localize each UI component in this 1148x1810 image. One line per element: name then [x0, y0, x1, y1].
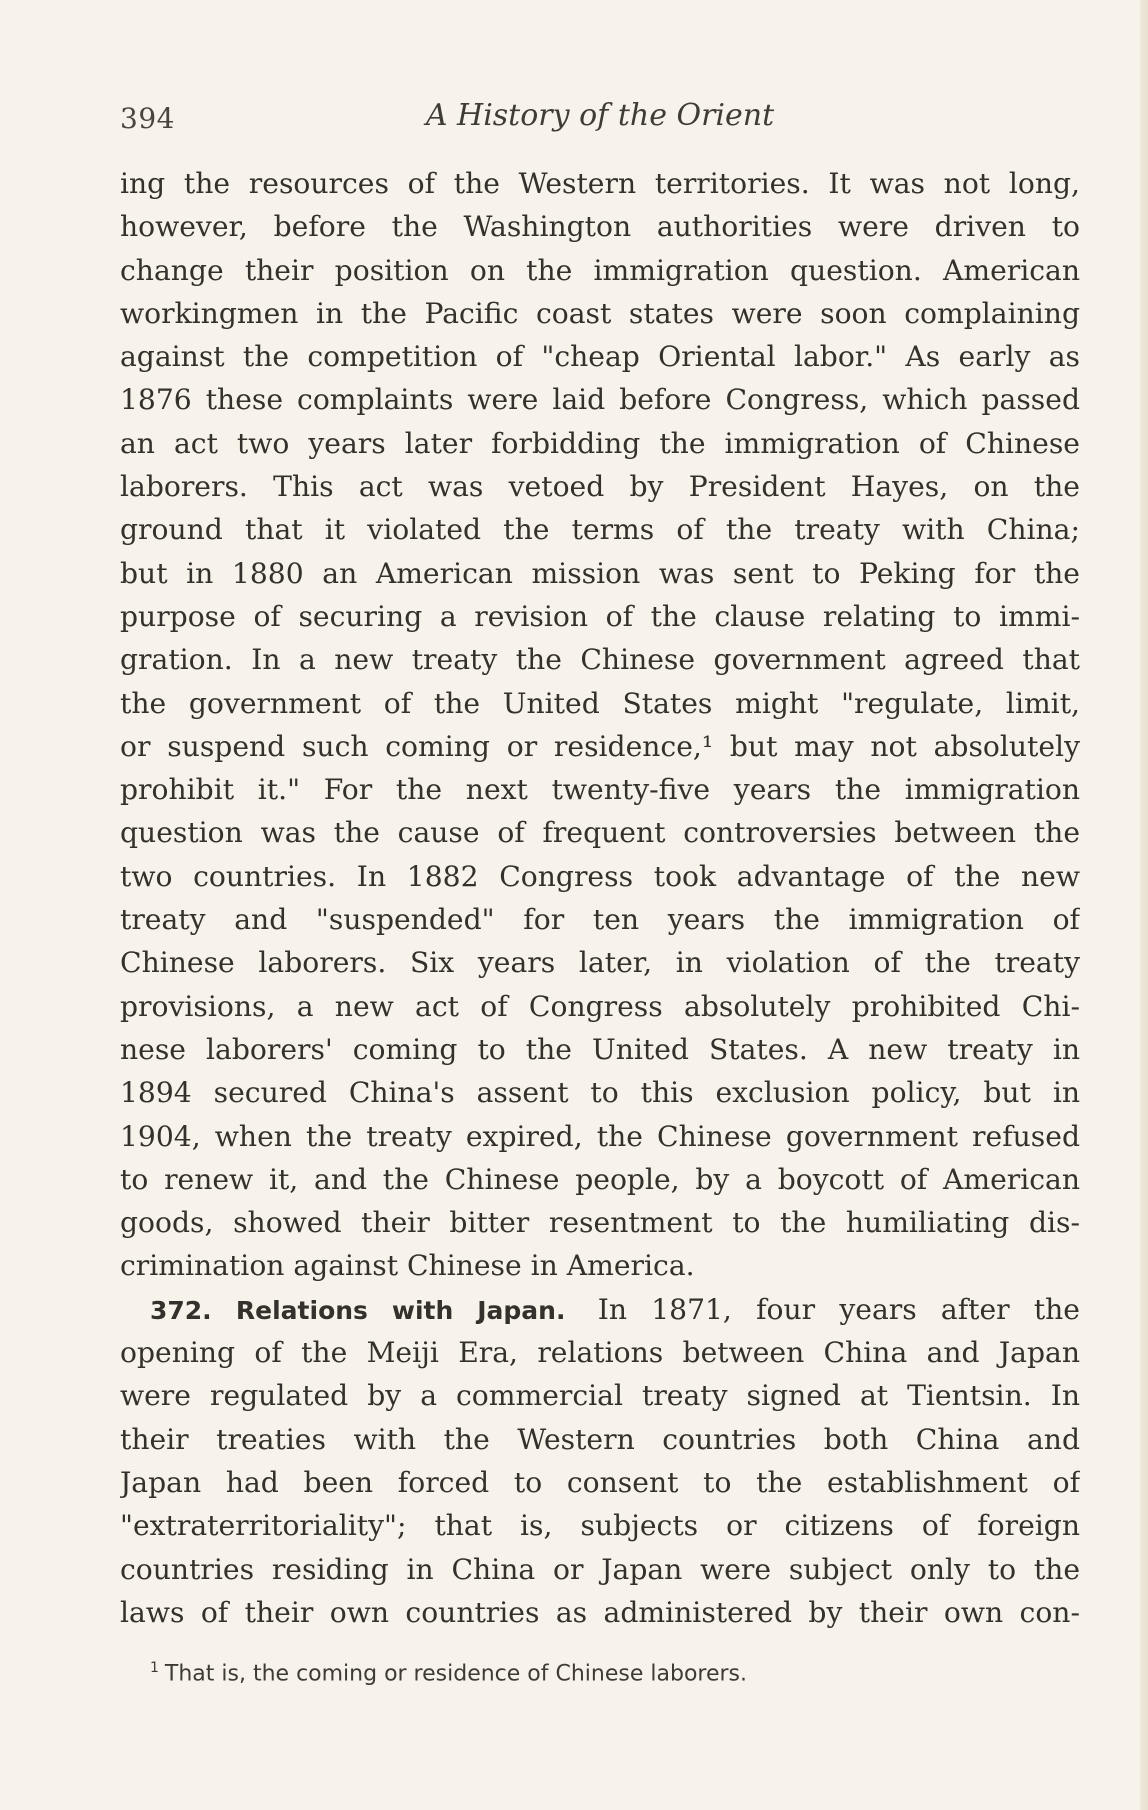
text-line: ing the resources of the Western territories. It was not long, — [120, 167, 1080, 200]
section-first-line — [120, 1288, 1080, 1331]
text-line: against the competition of "cheap Oriental labor." As early as — [120, 340, 1080, 374]
footnote-marker: 1 — [150, 1660, 159, 1676]
text-line: laws of their own countries as administered by their own con- — [120, 1595, 1080, 1629]
section-number: 372. — [150, 1295, 212, 1325]
text-line: question was the cause of frequent controversies between the — [120, 816, 1080, 850]
text-line: their treaties with the Western countries both China and — [120, 1422, 1080, 1456]
text-line: however, before the Washington authorities were driven to — [120, 210, 1080, 244]
text-line: 1894 secured China's assent to this exclusion policy, but in — [120, 1076, 1080, 1110]
section-heading: Relations with Japan. — [235, 1295, 566, 1325]
text-line: nese laborers' coming to the United States. A new treaty in — [120, 1032, 1080, 1066]
footnote-text: That is, the coming or residence of Chinese laborers. — [164, 1661, 747, 1687]
running-title: A History of the Orient — [425, 98, 775, 133]
text-line: Japan had been forced to consent to the establishment of — [120, 1465, 1080, 1499]
scan-edge — [1140, 0, 1148, 1810]
text-line: change their position on the immigration question. American — [120, 253, 1080, 287]
text-line: opening of the Meiji Era, relations between China and Japan — [120, 1336, 1080, 1370]
text-line: but in 1880 an American mission was sent to Peking for the — [120, 556, 1080, 590]
text-line: the government of the United States might "regulate, limit, — [120, 686, 1080, 720]
text-line: workingmen in the Pacific coast states were soon complaining — [120, 296, 1080, 330]
body-text — [120, 162, 1080, 1634]
text-line: 1876 these complaints were laid before Congress, which passed — [120, 383, 1080, 417]
text-line: 1904, when the treaty expired, the Chinese government refused — [120, 1119, 1080, 1153]
text-line: were regulated by a commercial treaty signed at Tientsin. In — [120, 1379, 1080, 1413]
section-first-line-text: In 1871, four years after the — [597, 1292, 1080, 1326]
text-line: purpose of securing a revision of the clause relating to immi- — [120, 599, 1080, 633]
text-line: goods, showed their bitter resentment to the humiliating dis- — [120, 1206, 1080, 1240]
text-line: prohibit it." For the next twenty-five years the immigration — [120, 773, 1080, 807]
text-line: to renew it, and the Chinese people, by a boycott of American — [120, 1162, 1080, 1196]
text-line: two countries. In 1882 Congress took advantage of the new — [120, 859, 1080, 893]
text-line: treaty and "suspended" for ten years the immigration of — [120, 903, 1080, 937]
text-line: crimination against Chinese in America. — [120, 1249, 695, 1283]
text-line: an act two years later forbidding the immigration of Chinese — [120, 426, 1080, 460]
text-line: Chinese laborers. Six years later, in violation of the treaty — [120, 946, 1080, 980]
text-line: "extraterritoriality"; that is, subjects or citizens of foreign — [120, 1509, 1080, 1543]
text-line: ground that it violated the terms of the treaty with China; — [120, 513, 1080, 547]
text-line: laborers. This act was vetoed by President Hayes, on the — [120, 470, 1080, 504]
page-number: 394 — [120, 102, 175, 135]
text-line: or suspend such coming or residence,¹ but may not absolutely — [120, 729, 1080, 763]
text-line: gration. In a new treaty the Chinese government agreed that — [120, 643, 1080, 677]
footnote — [150, 1650, 1050, 1686]
text-line: countries residing in China or Japan were subject only to the — [120, 1552, 1080, 1586]
page-header — [120, 98, 1080, 142]
text-line: provisions, a new act of Congress absolutely prohibited Chi- — [120, 989, 1080, 1023]
